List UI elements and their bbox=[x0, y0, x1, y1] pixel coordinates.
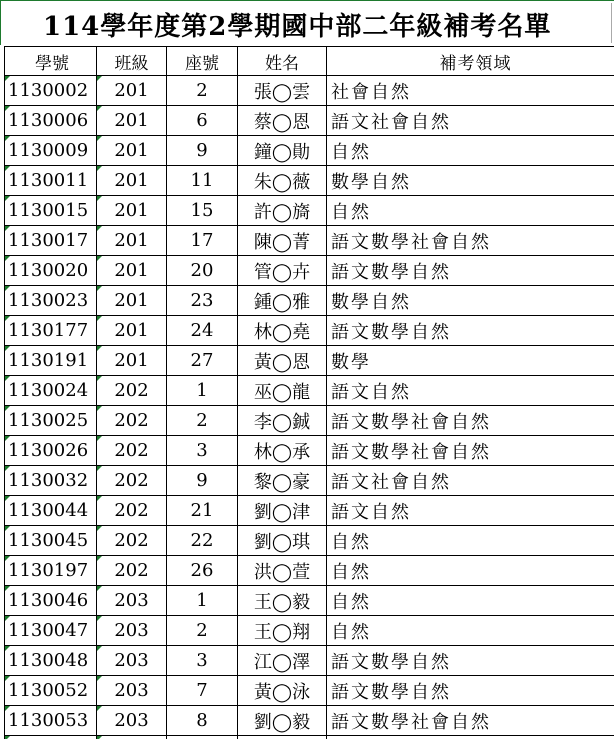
cell-subjects[interactable]: 自然 bbox=[327, 586, 614, 616]
cell-subjects[interactable]: 語文數學自然 bbox=[327, 256, 614, 286]
cell-class[interactable]: 202 bbox=[97, 526, 167, 556]
cell-subjects[interactable]: 自然 bbox=[327, 196, 614, 226]
cell-class[interactable]: 202 bbox=[97, 556, 167, 586]
cell-subjects[interactable]: 數學自然 bbox=[327, 286, 614, 316]
cell-name[interactable]: 王◯翔 bbox=[238, 616, 327, 646]
cell-name[interactable]: 江◯澤 bbox=[238, 646, 327, 676]
table-row bbox=[5, 316, 614, 346]
cell-name[interactable]: 巫◯龍 bbox=[238, 376, 327, 406]
cell-student-id[interactable]: 1130015 bbox=[5, 196, 97, 226]
table-row bbox=[5, 556, 614, 586]
cell-name[interactable]: 陳◯菁 bbox=[238, 226, 327, 256]
cell-subjects[interactable]: 數學 bbox=[327, 346, 614, 376]
table-row bbox=[5, 646, 614, 676]
cell-seat[interactable]: 17 bbox=[167, 226, 238, 256]
cell-name[interactable]: 王◯毅 bbox=[238, 586, 327, 616]
table-row bbox=[5, 526, 614, 556]
cell-student-id[interactable]: 1130047 bbox=[5, 616, 97, 646]
cell-student-id[interactable]: 1130002 bbox=[5, 76, 97, 106]
cell-seat[interactable]: 2 bbox=[167, 76, 238, 106]
cell-name[interactable]: 蔡◯恩 bbox=[238, 106, 327, 136]
cell-student-id[interactable]: 1130020 bbox=[5, 256, 97, 286]
table-row bbox=[5, 586, 614, 616]
cell-class[interactable]: 203 bbox=[97, 676, 167, 706]
table-row bbox=[5, 76, 614, 106]
cell-class[interactable]: 203 bbox=[97, 586, 167, 616]
cell-seat[interactable]: 7 bbox=[167, 676, 238, 706]
cell-class[interactable]: 201 bbox=[97, 166, 167, 196]
cell-seat[interactable]: 3 bbox=[167, 436, 238, 466]
table-row bbox=[5, 136, 614, 166]
table-row bbox=[5, 346, 614, 376]
cell-class[interactable]: 201 bbox=[97, 106, 167, 136]
cell-class[interactable]: 202 bbox=[97, 496, 167, 526]
cell-student-id[interactable]: 1130053 bbox=[5, 706, 97, 736]
cell-name[interactable]: 劉◯毅 bbox=[238, 706, 327, 736]
cell-seat[interactable]: 20 bbox=[167, 256, 238, 286]
cell-subjects[interactable]: 語文數學自然 bbox=[327, 646, 614, 676]
cell-name[interactable]: 許◯旖 bbox=[238, 196, 327, 226]
cell-student-id[interactable]: 1130191 bbox=[5, 346, 97, 376]
cell-subjects[interactable]: 語文數學社會自然 bbox=[327, 226, 614, 256]
cell-seat[interactable]: 26 bbox=[167, 556, 238, 586]
cell-subjects[interactable]: 社會自然 bbox=[327, 76, 614, 106]
cell-name[interactable]: 張◯雲 bbox=[238, 76, 327, 106]
table-body bbox=[5, 76, 614, 739]
cell-seat[interactable]: 15 bbox=[167, 196, 238, 226]
table-row bbox=[5, 376, 614, 406]
cell-seat[interactable]: 6 bbox=[167, 106, 238, 136]
cell-student-id[interactable]: 1130026 bbox=[5, 436, 97, 466]
cell-subjects[interactable]: 自然 bbox=[327, 556, 614, 586]
header-name[interactable]: 姓名 bbox=[238, 47, 327, 76]
cell-name[interactable]: 劉◯津 bbox=[238, 496, 327, 526]
table-row bbox=[5, 496, 614, 526]
cell-class[interactable]: 201 bbox=[97, 136, 167, 166]
cell-seat[interactable]: 22 bbox=[167, 526, 238, 556]
cell-seat[interactable]: 9 bbox=[167, 136, 238, 166]
header-class[interactable]: 班級 bbox=[97, 47, 167, 76]
cell-student-id[interactable]: 1130048 bbox=[5, 646, 97, 676]
cell-name[interactable]: 林◯堯 bbox=[238, 316, 327, 346]
cell-student-id[interactable]: 1130023 bbox=[5, 286, 97, 316]
cell-subjects[interactable]: 語文數學社會自然 bbox=[327, 706, 614, 736]
cell-seat[interactable]: 1 bbox=[167, 586, 238, 616]
table-row bbox=[5, 676, 614, 706]
cell-subjects[interactable]: 數學自然 bbox=[327, 166, 614, 196]
cell-student-id[interactable]: 1130025 bbox=[5, 406, 97, 436]
makeup-exam-table bbox=[4, 46, 614, 739]
cell-class[interactable]: 201 bbox=[97, 196, 167, 226]
cell-subjects[interactable]: 自然 bbox=[327, 136, 614, 166]
cell-class[interactable] bbox=[97, 736, 167, 739]
cell-class[interactable]: 202 bbox=[97, 376, 167, 406]
cell-name[interactable]: 管◯卉 bbox=[238, 256, 327, 286]
header-row bbox=[5, 47, 614, 76]
cell-seat[interactable]: 8 bbox=[167, 706, 238, 736]
cell-class[interactable]: 203 bbox=[97, 706, 167, 736]
cell-class[interactable]: 201 bbox=[97, 316, 167, 346]
cell-name[interactable]: 朱◯薇 bbox=[238, 166, 327, 196]
cell-subjects[interactable]: 自然 bbox=[327, 616, 614, 646]
cell-student-id[interactable]: 1130044 bbox=[5, 496, 97, 526]
cell-student-id[interactable]: 1130046 bbox=[5, 586, 97, 616]
header-subjects[interactable]: 補考領域 bbox=[327, 47, 614, 76]
cell-student-id[interactable]: 1130052 bbox=[5, 676, 97, 706]
cell-name[interactable]: 黎◯豪 bbox=[238, 466, 327, 496]
cell-class[interactable]: 202 bbox=[97, 406, 167, 436]
table-row bbox=[5, 166, 614, 196]
cell-name[interactable]: 鐘◯勛 bbox=[238, 136, 327, 166]
cell-class[interactable]: 201 bbox=[97, 286, 167, 316]
cell-class[interactable]: 203 bbox=[97, 616, 167, 646]
cell-name[interactable]: 鍾◯雅 bbox=[238, 286, 327, 316]
cell-seat[interactable]: 3 bbox=[167, 646, 238, 676]
cell-subjects[interactable]: 語文數學自然 bbox=[327, 676, 614, 706]
cell-name[interactable]: 黃◯泳 bbox=[238, 676, 327, 706]
cell-student-id[interactable]: 1130006 bbox=[5, 106, 97, 136]
cell-student-id[interactable] bbox=[5, 736, 97, 739]
cell-student-id[interactable]: 1130024 bbox=[5, 376, 97, 406]
cell-student-id[interactable]: 1130045 bbox=[5, 526, 97, 556]
header-student-id[interactable]: 學號 bbox=[5, 47, 97, 76]
cell-class[interactable]: 201 bbox=[97, 226, 167, 256]
cell-name[interactable]: 黃◯恩 bbox=[238, 346, 327, 376]
cell-name[interactable]: 林◯承 bbox=[238, 436, 327, 466]
table-row bbox=[5, 436, 614, 466]
table-row bbox=[5, 616, 614, 646]
header-seat[interactable]: 座號 bbox=[167, 47, 238, 76]
cell-student-id[interactable]: 1130032 bbox=[5, 466, 97, 496]
table-row bbox=[5, 286, 614, 316]
cell-subjects[interactable]: 語文數學自然 bbox=[327, 316, 614, 346]
table-row bbox=[5, 736, 614, 739]
cell-subjects[interactable]: 自然 bbox=[327, 526, 614, 556]
cell-seat[interactable]: 1 bbox=[167, 376, 238, 406]
cell-name[interactable]: 李◯鋮 bbox=[238, 406, 327, 436]
table-row bbox=[5, 196, 614, 226]
cell-class[interactable]: 202 bbox=[97, 466, 167, 496]
cell-subjects[interactable]: 語文社會自然 bbox=[327, 466, 614, 496]
cell-seat[interactable]: 24 bbox=[167, 316, 238, 346]
cell-student-id[interactable]: 1130197 bbox=[5, 556, 97, 586]
cell-seat[interactable]: 9 bbox=[167, 466, 238, 496]
cell-student-id[interactable]: 1130017 bbox=[5, 226, 97, 256]
cell-name[interactable] bbox=[238, 736, 327, 739]
table-row bbox=[5, 106, 614, 136]
cell-seat[interactable]: 2 bbox=[167, 406, 238, 436]
sheet-title: 114學年度第2學期國中部二年級補考名單 bbox=[43, 12, 552, 42]
cell-class[interactable]: 203 bbox=[97, 646, 167, 676]
cell-student-id[interactable]: 1130011 bbox=[5, 166, 97, 196]
table-row bbox=[5, 406, 614, 436]
cell-subjects[interactable]: 語文數學社會自然 bbox=[327, 436, 614, 466]
table-row bbox=[5, 466, 614, 496]
cell-class[interactable]: 201 bbox=[97, 76, 167, 106]
cell-student-id[interactable]: 1130177 bbox=[5, 316, 97, 346]
cell-name[interactable]: 洪◯萱 bbox=[238, 556, 327, 586]
cell-name[interactable]: 劉◯琪 bbox=[238, 526, 327, 556]
title-bar bbox=[0, 0, 614, 45]
cell-student-id[interactable]: 1130009 bbox=[5, 136, 97, 166]
table-row bbox=[5, 706, 614, 736]
cell-seat[interactable] bbox=[167, 736, 238, 739]
table-row bbox=[5, 226, 614, 256]
cell-class[interactable]: 202 bbox=[97, 436, 167, 466]
cell-subjects[interactable]: 語文社會自然 bbox=[327, 106, 614, 136]
cell-subjects[interactable]: 語文數學社會自然 bbox=[327, 406, 614, 436]
cell-seat[interactable]: 2 bbox=[167, 616, 238, 646]
cell-seat[interactable]: 23 bbox=[167, 286, 238, 316]
cell-seat[interactable]: 27 bbox=[167, 346, 238, 376]
table-row bbox=[5, 256, 614, 286]
cell-subjects[interactable]: 語文自然 bbox=[327, 496, 614, 526]
cell-seat[interactable]: 11 bbox=[167, 166, 238, 196]
cell-class[interactable]: 201 bbox=[97, 256, 167, 286]
cell-class[interactable]: 201 bbox=[97, 346, 167, 376]
cell-subjects[interactable] bbox=[327, 736, 614, 739]
cell-subjects[interactable]: 語文自然 bbox=[327, 376, 614, 406]
cell-seat[interactable]: 21 bbox=[167, 496, 238, 526]
